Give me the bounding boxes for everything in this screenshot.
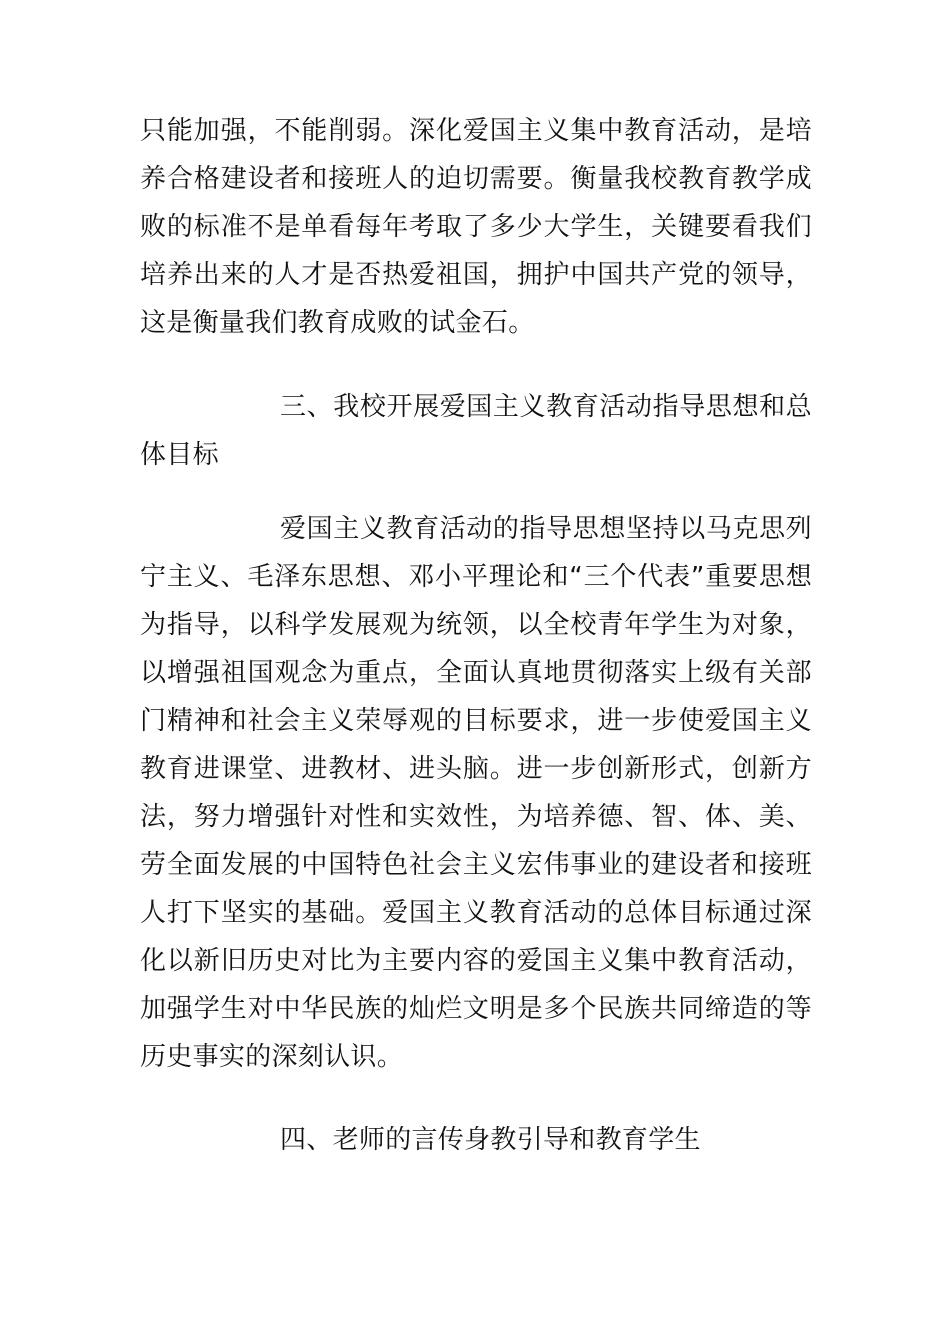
body-paragraph-guiding-ideology: 爱国主义教育活动的指导思想坚持以马克思列宁主义、毛泽东思想、邓小平理论和“三个代表”重要思想为指导，以科学发展观为统领，以全校青年学生为对象，以增强祖国观念为重点，全面认真地贯彻落实上级有关部门精神和社会主义荣辱观的目标要求，进一步使爱国主义教育进课堂、进教材、进头脑。进一步创新形式，创新方法，努力增强针对性和实效性，为培养德、智、体、美、劳全面发展的中国特色社会主义宏伟事业的建设者和接班人打下坚实的基础。爱国主义教育活动的总体目标通过深化以新旧历史对比为主要内容的爱国主义集中教育活动，加强学生对中华民族的灿烂文明是多个民族共同缔造的等历史事实的深刻认识。 xyxy=(140,514,812,1072)
body-paragraph-continued: 只能加强，不能削弱。深化爱国主义集中教育活动，是培养合格建设者和接班人的迫切需要。衡量我校教育教学成败的标准不是单看每年考取了多少大学生，关键要看我们培养出来的人才是否热爱祖国，拥护中国共产党的领导，这是衡量我们教育成败的试金石。 xyxy=(140,116,812,338)
section-heading-four: 四、老师的言传身教引导和教育学生 xyxy=(280,1125,701,1155)
section-heading-three: 三、我校开展爱国主义教育活动指导思想和总体目标 xyxy=(140,392,812,470)
